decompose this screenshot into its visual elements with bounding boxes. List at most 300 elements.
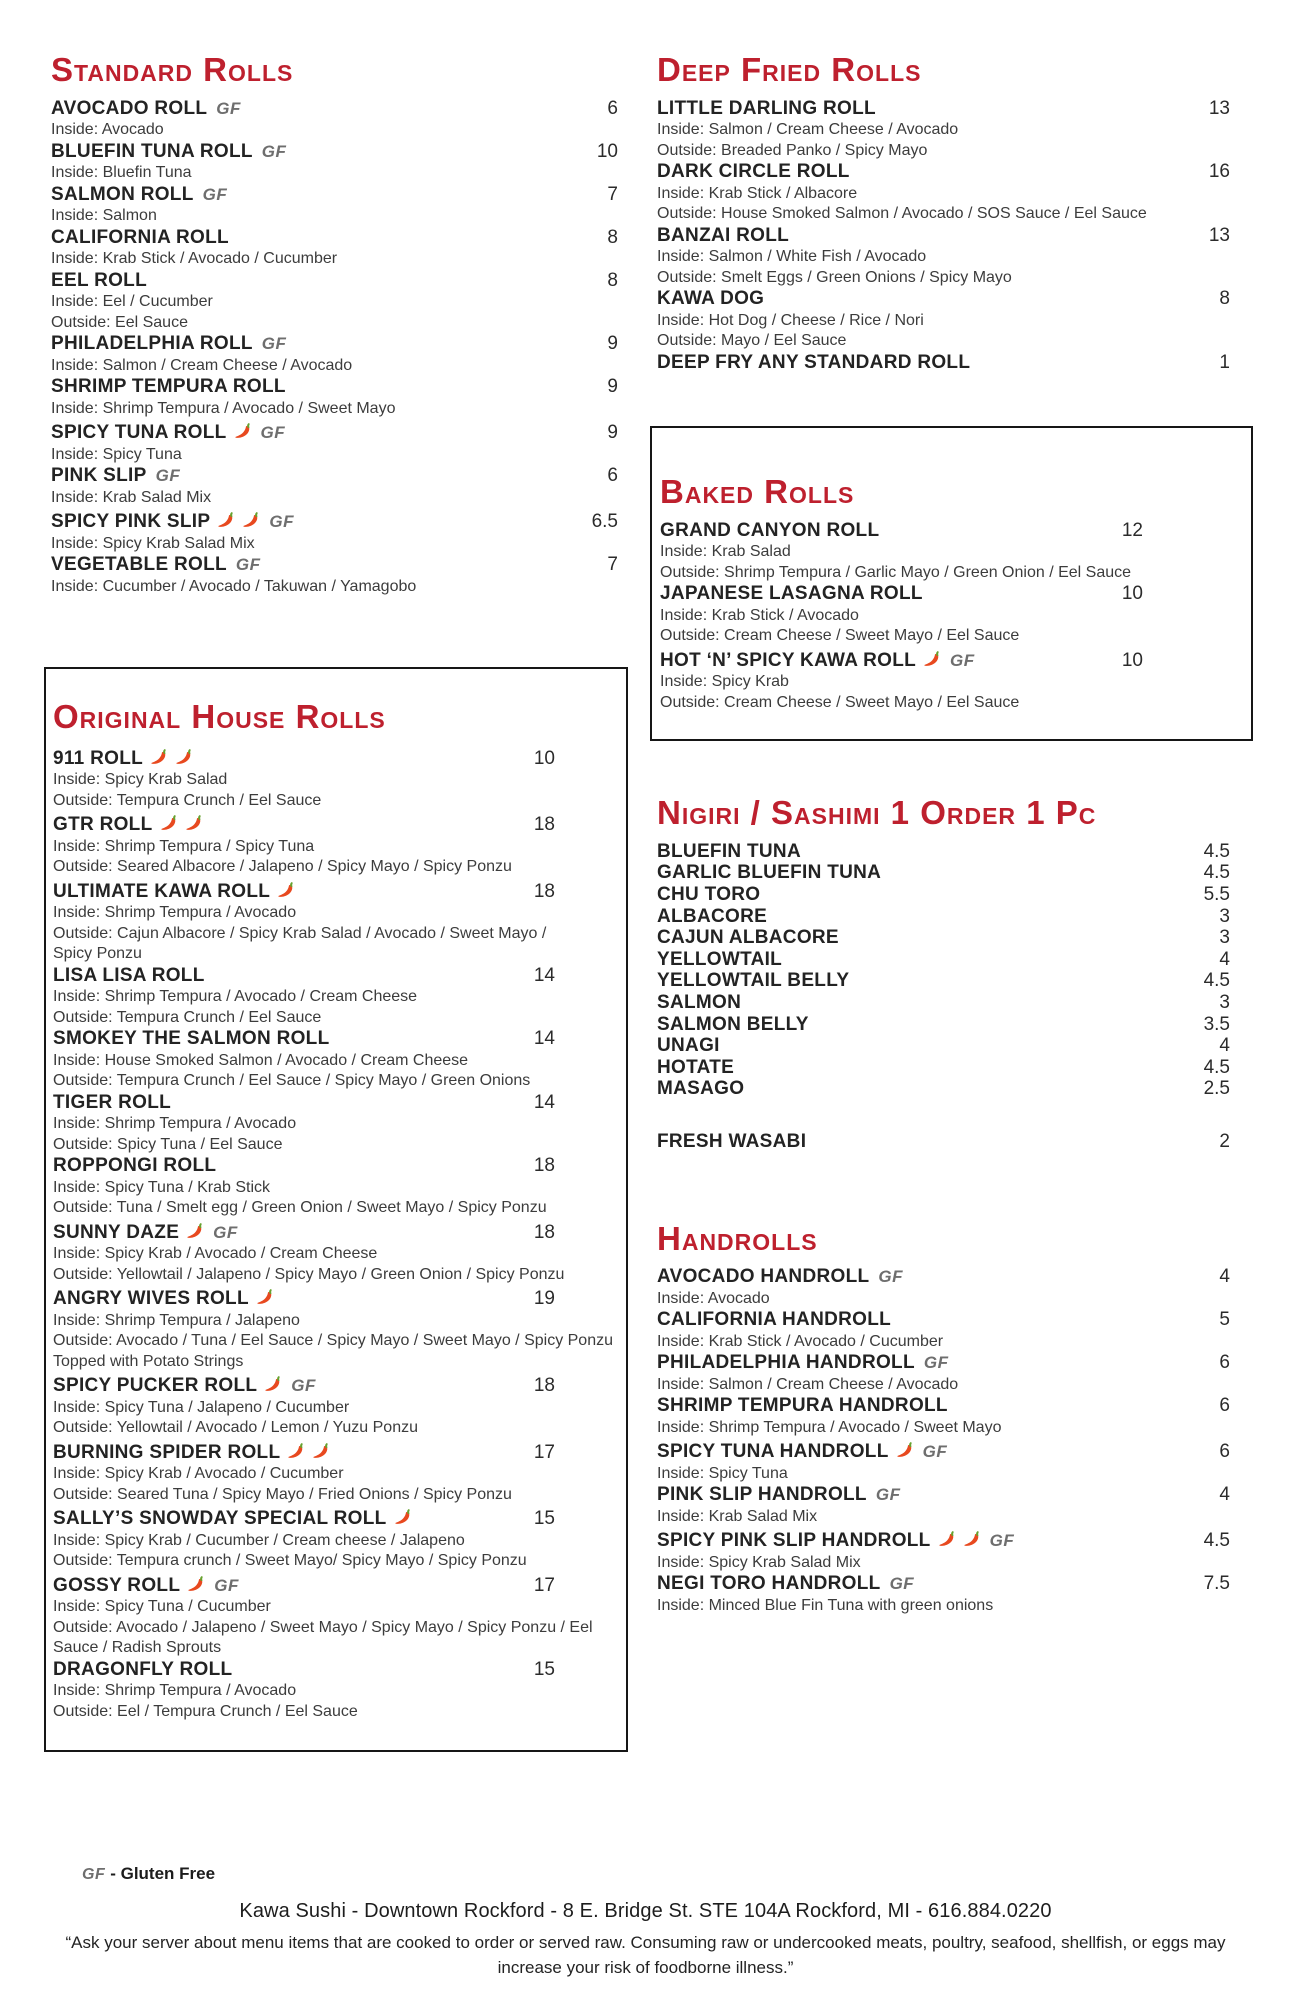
item-description: Outside: Tempura Crunch / Eel Sauce / Spicy Mayo / Green Onions bbox=[53, 1072, 531, 1090]
item-description: Inside: Spicy Tuna / Jalapeno / Cucumber bbox=[53, 1398, 350, 1416]
gluten-free-legend bbox=[51, 1864, 1240, 1884]
section-baked-rolls bbox=[650, 426, 1253, 741]
item-name: SHRIMP TEMPURA ROLL bbox=[51, 376, 286, 398]
menu-item-row bbox=[657, 225, 1240, 248]
item-name: YELLOWTAIL bbox=[657, 948, 783, 970]
menu-item bbox=[53, 1372, 616, 1439]
gluten-free-badge: GF bbox=[261, 334, 287, 354]
item-name: JAPANESE LASAGNA ROLL bbox=[660, 583, 923, 605]
item-name: CAJUN ALBACORE bbox=[657, 927, 839, 949]
item-description: Inside: Avocado bbox=[51, 121, 164, 139]
gluten-free-badge: GF bbox=[950, 650, 975, 670]
menu-item bbox=[657, 288, 1240, 352]
gluten-free-badge: GF bbox=[989, 1531, 1015, 1551]
item-price: 6 bbox=[607, 97, 618, 119]
menu-item-row bbox=[51, 227, 628, 250]
menu-item-row bbox=[53, 1659, 616, 1682]
gluten-free-badge: GF bbox=[214, 1575, 239, 1595]
item-name: VEGETABLE ROLL GF bbox=[51, 554, 261, 576]
item-price: 6 bbox=[1219, 1441, 1230, 1463]
menu-item-row bbox=[51, 508, 628, 534]
item-name: HOTATE bbox=[657, 1056, 735, 1078]
item-name: FRESH WASABI bbox=[657, 1131, 807, 1152]
item-description: Outside: Shrimp Tempura / Garlic Mayo / Green Onion / Eel Sauce bbox=[660, 563, 1132, 581]
item-price: 18 bbox=[533, 1375, 555, 1397]
item-description: Inside: Spicy Krab / Avocado / Cucumber bbox=[53, 1465, 344, 1483]
item-description: Outside: Mayo / Eel Sauce bbox=[657, 332, 847, 350]
item-description: Inside: Shrimp Tempura / Avocado bbox=[53, 904, 297, 922]
item-name: DEEP FRY ANY STANDARD ROLL bbox=[657, 351, 971, 373]
section-title-nigiri-sashimi: Nigiri / Sashimi 1 Order 1 Pc bbox=[657, 794, 1097, 832]
item-name: LISA LISA ROLL bbox=[53, 964, 205, 986]
item-description: Outside: Avocado / Jalapeno / Sweet Mayo / Spicy Mayo / Spicy Ponzu / Eel bbox=[53, 1618, 593, 1636]
menu-item-row bbox=[657, 884, 1240, 906]
right-column bbox=[657, 52, 1240, 1616]
item-description: Inside: House Smoked Salmon / Avocado / Cream Cheese bbox=[53, 1051, 469, 1069]
item-description: Inside: Krab Salad Mix bbox=[51, 488, 212, 506]
item-name: SHRIMP TEMPURA HANDROLL bbox=[657, 1395, 948, 1417]
chili-icon bbox=[241, 510, 260, 529]
item-price: 3.5 bbox=[1203, 1013, 1230, 1035]
menu-item-row bbox=[53, 1285, 616, 1311]
menu-item bbox=[53, 1439, 616, 1506]
item-description: Inside: Shrimp Tempura / Jalapeno bbox=[53, 1311, 300, 1329]
menu-item-row bbox=[657, 1352, 1240, 1375]
menu-item bbox=[657, 927, 1240, 949]
item-description: Inside: Shrimp Tempura / Avocado / Sweet Mayo bbox=[657, 1418, 1002, 1436]
item-description: Sauce / Radish Sprouts bbox=[53, 1639, 222, 1657]
item-price: 18 bbox=[533, 880, 555, 902]
section-standard-rolls bbox=[51, 52, 628, 597]
section-original-house-rolls bbox=[44, 667, 628, 1752]
item-price: 5.5 bbox=[1203, 884, 1230, 906]
item-price: 4 bbox=[1219, 1484, 1230, 1506]
item-name: YELLOWTAIL BELLY bbox=[657, 970, 850, 992]
item-name: SPICY PUCKER ROLL GF bbox=[53, 1375, 316, 1397]
menu-item-row bbox=[53, 1028, 616, 1051]
chili-icon bbox=[149, 747, 168, 766]
item-description: Outside: Seared Albacore / Jalapeno / Spicy Mayo / Spicy Ponzu bbox=[53, 858, 512, 876]
menu-item bbox=[657, 1395, 1240, 1438]
item-price: 16 bbox=[1208, 161, 1230, 183]
menu-item-row bbox=[657, 1438, 1240, 1464]
item-name: PHILADELPHIA ROLL GF bbox=[51, 333, 287, 355]
baked-rolls-list bbox=[660, 520, 1243, 714]
item-name: GTR ROLL bbox=[53, 811, 203, 837]
menu-item-row bbox=[657, 352, 1240, 375]
menu-item-row bbox=[657, 970, 1240, 992]
menu-item-row bbox=[51, 554, 628, 577]
menu-item-row bbox=[53, 811, 616, 837]
item-description: Outside: Yellowtail / Avocado / Lemon / Yuzu Ponzu bbox=[53, 1419, 418, 1437]
handrolls-list bbox=[657, 1266, 1240, 1616]
menu-item-row bbox=[53, 1372, 616, 1398]
item-price: 4.5 bbox=[1203, 1056, 1230, 1078]
item-description: Spicy Ponzu bbox=[53, 945, 142, 963]
menu-item-row bbox=[51, 141, 628, 164]
menu-item-row bbox=[657, 98, 1240, 121]
original-house-rolls-list bbox=[53, 745, 616, 1723]
menu-item bbox=[53, 965, 616, 1029]
menu-item-row bbox=[51, 98, 628, 121]
menu-item bbox=[51, 419, 628, 465]
menu-item bbox=[657, 1484, 1240, 1527]
menu-item bbox=[51, 227, 628, 270]
item-name: ULTIMATE KAWA ROLL bbox=[53, 878, 295, 904]
menu-item bbox=[657, 161, 1240, 225]
menu-item-row bbox=[53, 1505, 616, 1531]
menu-item bbox=[657, 1035, 1240, 1057]
item-description: Inside: Spicy Krab Salad Mix bbox=[657, 1553, 861, 1571]
chili-icon bbox=[895, 1440, 914, 1459]
chili-icon bbox=[286, 1441, 305, 1460]
menu-item bbox=[657, 970, 1240, 992]
item-name: UNAGI bbox=[657, 1035, 720, 1057]
menu-item bbox=[660, 647, 1243, 714]
menu-item bbox=[51, 554, 628, 597]
item-description: Inside: Krab Stick / Avocado / Cucumber bbox=[51, 250, 338, 268]
item-description: Outside: Eel / Tempura Crunch / Eel Sauce bbox=[53, 1702, 358, 1720]
item-description: Inside: Spicy Tuna / Krab Stick bbox=[53, 1178, 270, 1196]
item-description: Inside: Minced Blue Fin Tuna with green onions bbox=[657, 1596, 994, 1614]
section-handrolls bbox=[657, 1221, 1240, 1617]
section-title-baked-rolls: Baked Rolls bbox=[660, 473, 855, 511]
menu-item bbox=[660, 583, 1243, 647]
menu-item-row bbox=[53, 1219, 616, 1245]
chili-icon bbox=[962, 1529, 981, 1548]
gluten-free-badge: GF bbox=[216, 98, 241, 118]
menu-item-row bbox=[657, 1309, 1240, 1332]
menu-item bbox=[53, 1285, 616, 1372]
item-price: 9 bbox=[607, 376, 618, 398]
item-name: CHU TORO bbox=[657, 884, 761, 906]
item-price: 19 bbox=[533, 1288, 555, 1310]
item-description: Inside: Salmon / Cream Cheese / Avocado bbox=[51, 356, 353, 374]
chili-icon bbox=[233, 421, 252, 440]
item-name: PINK SLIP HANDROLL GF bbox=[657, 1484, 901, 1506]
chili-icon bbox=[263, 1374, 282, 1393]
item-description: Inside: Spicy Krab Salad Mix bbox=[51, 534, 255, 552]
item-name: PHILADELPHIA HANDROLL GF bbox=[657, 1352, 949, 1374]
gluten-free-badge: GF bbox=[155, 466, 181, 486]
item-name: AVOCADO ROLL GF bbox=[51, 97, 241, 119]
menu-item-row bbox=[51, 419, 628, 445]
item-name: GOSSY ROLL GF bbox=[53, 1574, 239, 1596]
menu-item-row bbox=[53, 1439, 616, 1465]
menu-item-row bbox=[660, 647, 1243, 673]
item-description: Inside: Shrimp Tempura / Avocado / Sweet Mayo bbox=[51, 399, 396, 417]
standard-rolls-list bbox=[51, 98, 628, 598]
item-description: Inside: Spicy Krab / Cucumber / Cream cheese / Jalapeno bbox=[53, 1531, 465, 1549]
item-name: SPICY PINK SLIP GF bbox=[51, 511, 294, 533]
item-name: BLUEFIN TUNA ROLL GF bbox=[51, 140, 287, 162]
item-price: 14 bbox=[533, 1091, 555, 1113]
item-price: 4 bbox=[1219, 948, 1230, 970]
item-price: 10 bbox=[596, 140, 618, 162]
item-description: Inside: Salmon bbox=[51, 207, 157, 225]
item-price: 6 bbox=[607, 465, 618, 487]
menu-item-row bbox=[53, 745, 616, 771]
menu-item-row bbox=[657, 1395, 1240, 1418]
menu-item-row bbox=[657, 1131, 1240, 1153]
raw-food-disclaimer bbox=[51, 1930, 1240, 1980]
gluten-free-text: - Gluten Free bbox=[110, 1864, 216, 1884]
item-description: Outside: Breaded Panko / Spicy Mayo bbox=[657, 141, 928, 159]
item-name: SALLY’S SNOWDAY SPECIAL ROLL bbox=[53, 1505, 412, 1531]
menu-item bbox=[657, 862, 1240, 884]
item-name: CALIFORNIA HANDROLL bbox=[657, 1309, 892, 1331]
item-price: 8 bbox=[607, 269, 618, 291]
deep-fried-rolls-list bbox=[657, 98, 1240, 375]
section-title-deep-fried-rolls: Deep Fried Rolls bbox=[657, 51, 922, 88]
item-description: Outside: Cajun Albacore / Spicy Krab Salad / Avocado / Sweet Mayo / bbox=[53, 924, 547, 942]
chili-icon bbox=[159, 813, 178, 832]
item-name: NEGI TORO HANDROLL GF bbox=[657, 1573, 915, 1595]
item-name: BLUEFIN TUNA bbox=[657, 840, 801, 862]
item-description: Inside: Bluefin Tuna bbox=[51, 164, 192, 182]
item-name: SALMON ROLL GF bbox=[51, 183, 228, 205]
menu-item bbox=[657, 1014, 1240, 1036]
item-price: 10 bbox=[1121, 649, 1143, 671]
item-description: Outside: Seared Tuna / Spicy Mayo / Fried Onions / Spicy Ponzu bbox=[53, 1485, 512, 1503]
item-name: DRAGONFLY ROLL bbox=[53, 1658, 233, 1680]
chili-icon bbox=[186, 1574, 205, 1593]
item-description: Inside: Krab Stick / Albacore bbox=[657, 184, 858, 202]
menu-item-row bbox=[51, 184, 628, 207]
item-description: Inside: Salmon / Cream Cheese / Avocado bbox=[657, 1375, 959, 1393]
disclaimer-line-1: “Ask your server about menu items that are cooked to order or served raw. Consuming raw or undercooked meats, poultry, seafood, shellfish, or eggs may bbox=[65, 1933, 1226, 1953]
menu-item bbox=[657, 1057, 1240, 1079]
item-description: Inside: Shrimp Tempura / Avocado / Cream Cheese bbox=[53, 988, 418, 1006]
menu-item bbox=[53, 1572, 616, 1659]
menu-item-row bbox=[51, 465, 628, 488]
item-name: ANGRY WIVES ROLL bbox=[53, 1285, 274, 1311]
item-description: Inside: Salmon / White Fish / Avocado bbox=[657, 248, 927, 266]
menu-item-row bbox=[657, 1035, 1240, 1057]
item-description: Inside: Eel / Cucumber bbox=[51, 293, 213, 311]
item-price: 14 bbox=[533, 1028, 555, 1050]
item-description: Inside: Hot Dog / Cheese / Rice / Nori bbox=[657, 311, 924, 329]
menu-item bbox=[657, 992, 1240, 1014]
item-price: 3 bbox=[1219, 992, 1230, 1014]
item-price: 15 bbox=[533, 1658, 555, 1680]
item-price: 6 bbox=[1219, 1352, 1230, 1374]
menu-item bbox=[657, 906, 1240, 928]
gluten-free-badge: GF bbox=[260, 423, 286, 443]
item-price: 9 bbox=[607, 422, 618, 444]
item-price: 2 bbox=[1219, 1131, 1230, 1152]
section-deep-fried-rolls bbox=[657, 52, 1240, 374]
menu-item bbox=[53, 1505, 616, 1572]
menu-item-row bbox=[657, 1078, 1240, 1100]
item-name: SPICY TUNA ROLL GF bbox=[51, 422, 286, 444]
item-price: 17 bbox=[533, 1574, 555, 1596]
menu-item bbox=[51, 376, 628, 419]
item-name: ALBACORE bbox=[657, 905, 768, 927]
item-description: Inside: Salmon / Cream Cheese / Avocado bbox=[657, 121, 959, 139]
menu-item-row bbox=[660, 583, 1243, 606]
chili-icon bbox=[184, 813, 203, 832]
item-price: 15 bbox=[533, 1508, 555, 1530]
menu-item bbox=[657, 1078, 1240, 1100]
item-description: Inside: Krab Stick / Avocado / Cucumber bbox=[657, 1332, 944, 1350]
item-price: 7 bbox=[607, 554, 618, 576]
footer bbox=[51, 1864, 1240, 1980]
menu-item bbox=[53, 1219, 616, 1286]
menu-item-row bbox=[53, 1155, 616, 1178]
item-name: TIGER ROLL bbox=[53, 1091, 172, 1113]
menu-item-row bbox=[51, 376, 628, 399]
menu-item-row bbox=[657, 927, 1240, 949]
item-price: 1 bbox=[1219, 351, 1230, 373]
item-price: 18 bbox=[533, 1155, 555, 1177]
menu-item bbox=[657, 225, 1240, 289]
chili-icon bbox=[937, 1529, 956, 1548]
menu-item-row bbox=[51, 270, 628, 293]
section-title-standard-rolls: Standard Rolls bbox=[51, 51, 294, 88]
item-name: MASAGO bbox=[657, 1078, 745, 1100]
item-name: LITTLE DARLING ROLL bbox=[657, 97, 876, 119]
item-price: 4.5 bbox=[1203, 1530, 1230, 1552]
item-name: GRAND CANYON ROLL bbox=[660, 519, 880, 541]
item-description: Inside: Krab Salad bbox=[660, 543, 791, 561]
gluten-free-badge: GF bbox=[889, 1574, 915, 1594]
item-description: Outside: Tuna / Smelt egg / Green Onion / Sweet Mayo / Spicy Ponzu bbox=[53, 1199, 547, 1217]
item-name: DARK CIRCLE ROLL bbox=[657, 161, 850, 183]
chili-icon bbox=[174, 747, 193, 766]
item-description: Outside: Eel Sauce bbox=[51, 313, 188, 331]
chili-icon bbox=[216, 510, 235, 529]
menu-item-row bbox=[657, 1057, 1240, 1079]
item-description: Inside: Shrimp Tempura / Spicy Tuna bbox=[53, 837, 315, 855]
menu-item bbox=[657, 1352, 1240, 1395]
menu-item-row bbox=[657, 1573, 1240, 1596]
gluten-free-badge: GF bbox=[261, 141, 287, 161]
item-name: 911 ROLL bbox=[53, 745, 193, 771]
item-name: KAWA DOG bbox=[657, 288, 765, 310]
item-description: Outside: Cream Cheese / Sweet Mayo / Eel Sauce bbox=[660, 693, 1020, 711]
item-price: 13 bbox=[1208, 224, 1230, 246]
item-description: Topped with Potato Strings bbox=[53, 1352, 244, 1370]
item-price: 17 bbox=[533, 1441, 555, 1463]
item-price: 4.5 bbox=[1203, 970, 1230, 992]
item-price: 3 bbox=[1219, 905, 1230, 927]
left-column bbox=[51, 52, 628, 1752]
menu-item-row bbox=[657, 1527, 1240, 1553]
menu-item bbox=[51, 184, 628, 227]
menu-item bbox=[51, 270, 628, 334]
item-description: Outside: Cream Cheese / Sweet Mayo / Eel Sauce bbox=[660, 627, 1020, 645]
item-name: SMOKEY THE SALMON ROLL bbox=[53, 1028, 330, 1050]
item-price: 12 bbox=[1121, 519, 1143, 541]
item-price: 4 bbox=[1219, 1035, 1230, 1057]
item-price: 14 bbox=[533, 964, 555, 986]
item-price: 4 bbox=[1219, 1266, 1230, 1288]
item-name: GARLIC BLUEFIN TUNA bbox=[657, 862, 882, 884]
item-description: Inside: Krab Salad Mix bbox=[657, 1507, 818, 1525]
item-price: 7 bbox=[607, 183, 618, 205]
menu-item bbox=[53, 1092, 616, 1156]
chili-icon bbox=[255, 1287, 274, 1306]
gluten-free-badge: GF bbox=[235, 555, 261, 575]
menu-item-row bbox=[657, 288, 1240, 311]
item-description: Inside: Spicy Krab / Avocado / Cream Cheese bbox=[53, 1245, 378, 1263]
item-description: Inside: Shrimp Tempura / Avocado bbox=[53, 1682, 297, 1700]
item-description: Outside: Tempura Crunch / Eel Sauce bbox=[53, 791, 322, 809]
menu-item bbox=[657, 98, 1240, 162]
restaurant-address: Kawa Sushi - Downtown Rockford - 8 E. Bridge St. STE 104A Rockford, MI - 616.884.0220 bbox=[239, 1900, 1052, 1923]
menu-item bbox=[657, 1573, 1240, 1616]
menu-item bbox=[657, 352, 1240, 375]
menu-item-row bbox=[657, 1014, 1240, 1036]
gluten-free-badge: GF bbox=[878, 1267, 903, 1287]
menu-item bbox=[657, 841, 1240, 863]
menu-item bbox=[53, 1659, 616, 1723]
item-price: 4.5 bbox=[1203, 862, 1230, 884]
menu-item bbox=[53, 811, 616, 878]
nigiri-sashimi-list bbox=[657, 841, 1240, 1153]
menu-item bbox=[53, 1155, 616, 1219]
menu-item-row bbox=[657, 841, 1240, 863]
item-price: 3 bbox=[1219, 927, 1230, 949]
menu-item bbox=[51, 465, 628, 508]
gluten-free-abbr: GF bbox=[82, 1866, 106, 1884]
item-description: Inside: Avocado bbox=[657, 1289, 770, 1307]
menu-item bbox=[657, 949, 1240, 971]
menu-item bbox=[657, 1438, 1240, 1484]
item-price: 10 bbox=[533, 747, 555, 769]
menu-item bbox=[657, 1527, 1240, 1573]
item-description: Outside: House Smoked Salmon / Avocado / SOS Sauce / Eel Sauce bbox=[657, 205, 1147, 223]
item-price: 18 bbox=[533, 814, 555, 836]
menu-item-row bbox=[660, 520, 1243, 543]
item-price: 2.5 bbox=[1203, 1078, 1230, 1100]
item-description: Outside: Avocado / Tuna / Eel Sauce / Spicy Mayo / Sweet Mayo / Spicy Ponzu bbox=[53, 1332, 613, 1350]
item-description: Inside: Spicy Tuna / Cucumber bbox=[53, 1598, 271, 1616]
menu-item-row bbox=[53, 965, 616, 988]
section-title-original-house-rolls: Original House Rolls bbox=[53, 698, 386, 736]
item-price: 6.5 bbox=[591, 511, 618, 533]
item-description: Inside: Spicy Tuna bbox=[51, 445, 182, 463]
item-name: HOT ‘N’ SPICY KAWA ROLL GF bbox=[660, 649, 975, 671]
item-name: AVOCADO HANDROLL GF bbox=[657, 1266, 903, 1288]
gluten-free-badge: GF bbox=[213, 1222, 238, 1242]
menu-item bbox=[660, 520, 1243, 584]
menu-item bbox=[51, 141, 628, 184]
item-price: 13 bbox=[1208, 97, 1230, 119]
item-description: Inside: Spicy Krab bbox=[660, 673, 789, 691]
item-price: 5 bbox=[1219, 1309, 1230, 1331]
menu-item-row bbox=[53, 878, 616, 904]
item-description: Outside: Tempura crunch / Sweet Mayo/ Spicy Mayo / Spicy Ponzu bbox=[53, 1552, 527, 1570]
item-description: Inside: Shrimp Tempura / Avocado bbox=[53, 1115, 297, 1133]
item-name: CALIFORNIA ROLL bbox=[51, 226, 229, 248]
menu-item-row bbox=[657, 992, 1240, 1014]
item-price: 10 bbox=[1121, 583, 1143, 605]
menu-item bbox=[657, 1309, 1240, 1352]
section-title-handrolls: Handrolls bbox=[657, 1219, 818, 1257]
item-price: 8 bbox=[1219, 288, 1230, 310]
gluten-free-badge: GF bbox=[922, 1442, 948, 1462]
item-description: Outside: Spicy Tuna / Eel Sauce bbox=[53, 1135, 283, 1153]
menu-item-row bbox=[657, 1266, 1240, 1289]
item-price: 8 bbox=[607, 226, 618, 248]
item-description: Outside: Tempura Crunch / Eel Sauce bbox=[53, 1008, 322, 1026]
item-price: 9 bbox=[607, 333, 618, 355]
gluten-free-badge: GF bbox=[875, 1485, 901, 1505]
chili-icon bbox=[393, 1507, 412, 1526]
menu-item bbox=[51, 98, 628, 141]
